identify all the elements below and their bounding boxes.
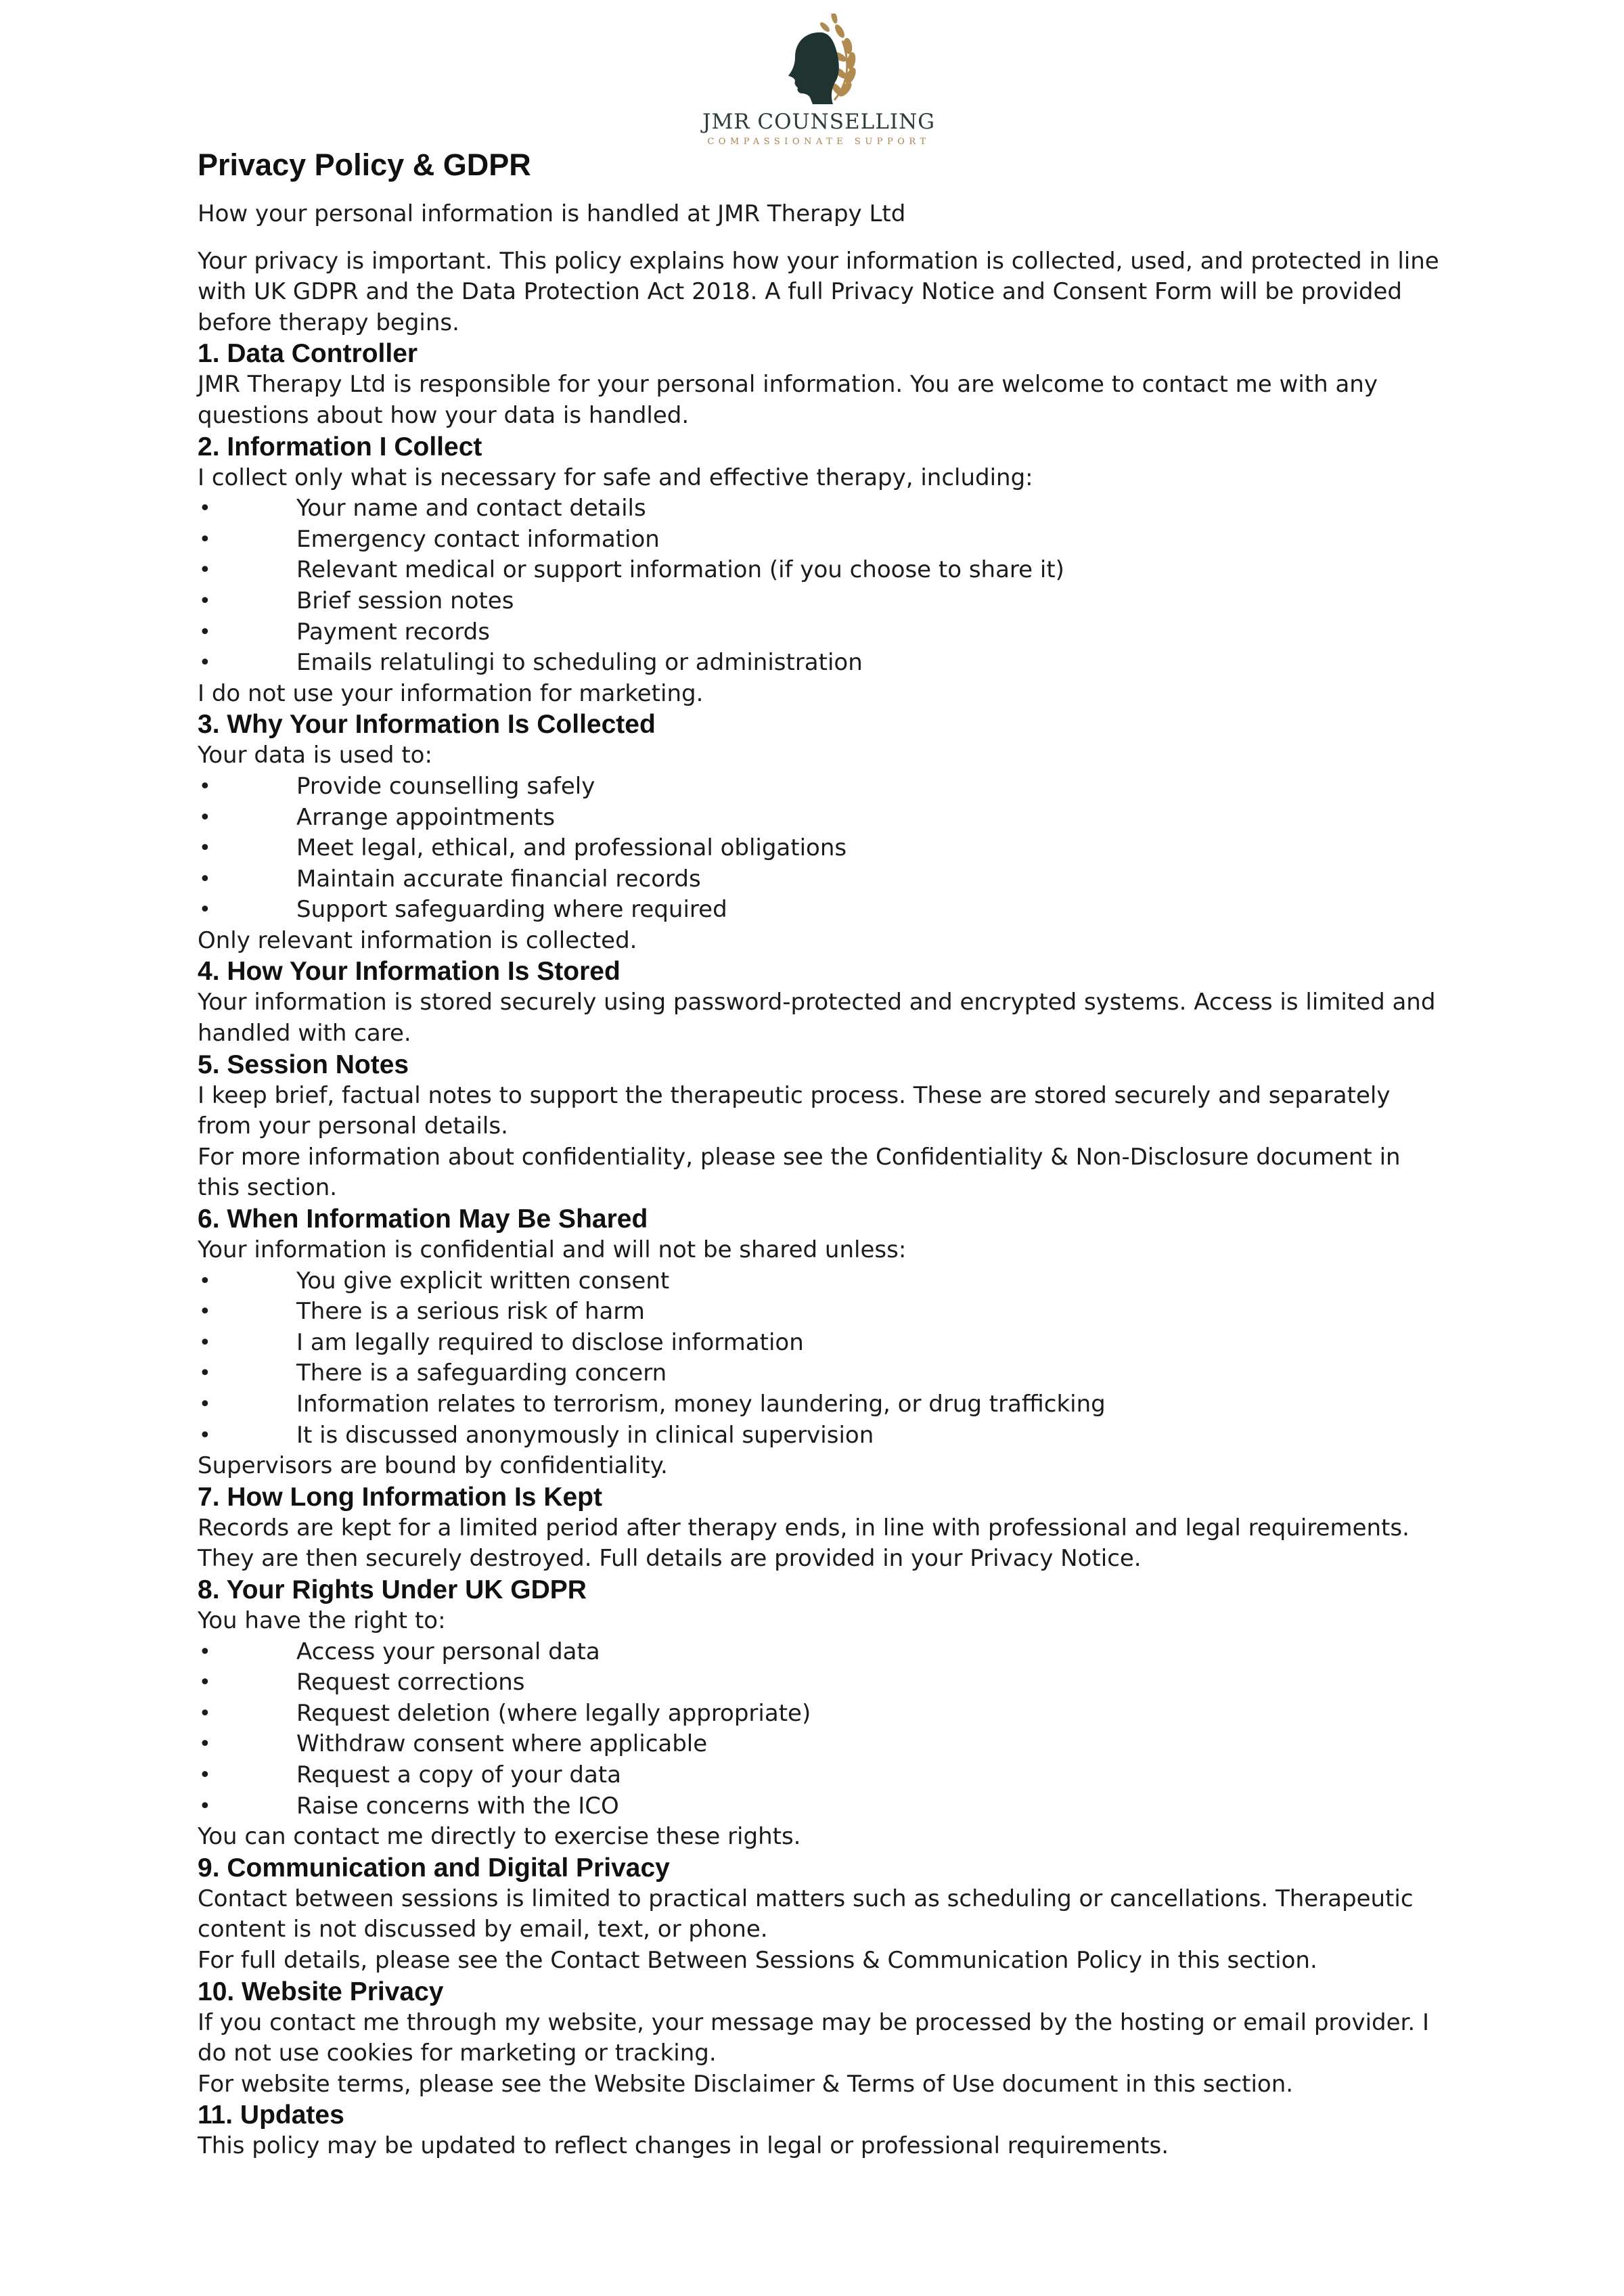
section-information-collected [198,432,1443,710]
section-paragraph: Your information is stored securely using password-protected and encrypted systems. Access is limited and handled with care. [198,989,1436,1048]
section-paragraph: JMR Therapy Ltd is responsible for your personal information. You are welcome to contact me with any questions about how your data is handled. [198,371,1378,429]
list-item: • Access your personal data [198,1637,1443,1668]
list-item: • Arrange appointments [198,803,1443,834]
section-storage [198,956,1443,1049]
list-item: • Information relates to terrorism, money laundering, or drug trafficking [198,1389,1443,1420]
section-data-controller [198,338,1443,431]
list-item: • Brief session notes [198,586,1443,617]
list-item: • It is discussed anonymously in clinical supervision [198,1420,1443,1451]
section-communication [198,1853,1443,1977]
section-note: Supervisors are bound by confidentiality. [198,1452,668,1480]
list-item: • Emails relatulingi to scheduling or administration [198,648,1443,679]
list-item: • There is a safeguarding concern [198,1358,1443,1389]
logo-brand-name: JMR COUNSELLING [702,110,935,134]
section-note: Only relevant information is collected. [198,926,637,954]
section-heading: 1. Data Controller [198,339,418,369]
section-sharing [198,1204,1443,1482]
section-paragraph: This policy may be updated to reflect changes in legal or professional requirements. [198,2132,1169,2160]
section-paragraph: I keep brief, factual notes to support the therapeutic process. These are stored securely and separately from your personal details. [198,1081,1391,1140]
section-heading: 11. Updates [198,2100,344,2130]
list-item: • Payment records [198,617,1443,648]
section-heading: 10. Website Privacy [198,1977,444,2006]
brand-logo [683,14,954,152]
list-item: • Support safeguarding where required [198,895,1443,926]
section-heading: 7. How Long Information Is Kept [198,1482,602,1512]
list-item: • Request corrections [198,1667,1443,1698]
section-paragraph: For more information about confidentiality, please see the Confidentiality & Non-Disclosure document in this section. [198,1143,1401,1202]
section-heading: 5. Session Notes [198,1050,409,1079]
section-paragraph: For website terms, please see the Website Disclaimer & Terms of Use document in this section. [198,2070,1294,2098]
list-item: • There is a serious risk of harm [198,1297,1443,1328]
document-body [198,139,1443,2162]
list-item: • Meet legal, ethical, and professional obligations [198,833,1443,864]
page-subtitle: How your personal information is handled at JMR Therapy Ltd [198,200,906,227]
section-heading: 3. Why Your Information Is Collected [198,710,656,740]
page-title: Privacy Policy & GDPR [198,148,531,182]
section-paragraph: Records are kept for a limited period after therapy ends, in line with professional and legal requirements. They are then securely destroyed. Full details are provided in your Privacy Notice. [198,1514,1409,1573]
section-updates [198,2100,1443,2162]
intro-paragraph: Your privacy is important. This policy explains how your information is collected, used, and protected in line with UK GDPR and the Data Protection Act 2018. A full Privacy Notice and Consent Form will be provided before therapy begins. [198,247,1439,336]
section-why-collected [198,709,1443,956]
section-note: I do not use your information for marketing. [198,679,704,707]
list-item: • Request a copy of your data [198,1760,1443,1791]
list-item: • I am legally required to disclose information [198,1328,1443,1359]
section-heading: 6. When Information May Be Shared [198,1205,648,1234]
section-paragraph: Contact between sessions is limited to practical matters such as scheduling or cancellations. Therapeutic content is not discussed by email, text, or phone. [198,1885,1414,1943]
section-paragraph: For full details, please see the Contact Between Sessions & Communication Policy in this section. [198,1946,1317,1974]
list-item: • Raise concerns with the ICO [198,1791,1443,1822]
section-retention [198,1482,1443,1575]
section-session-notes [198,1050,1443,1204]
list-item: • Emergency contact information [198,524,1443,556]
section-website-privacy [198,1977,1443,2100]
section-heading: 2. Information I Collect [198,432,482,462]
list-item: • Maintain accurate financial records [198,864,1443,895]
section-heading: 8. Your Rights Under UK GDPR [198,1575,587,1604]
logo-tagline: COMPASSIONATE SUPPORT [707,137,930,147]
section-lead: Your information is confidential and will not be shared unless: [198,1236,907,1264]
section-rights [198,1575,1443,1853]
list-item: • You give explicit written consent [198,1266,1443,1297]
section-paragraph: If you contact me through my website, your message may be processed by the hosting or email provider. I do not use cookies for marketing or tracking. [198,2008,1430,2067]
section-heading: 4. How Your Information Is Stored [198,957,621,987]
section-note: You can contact me directly to exercise these rights. [198,1823,801,1851]
section-lead: You have the right to: [198,1606,446,1634]
section-lead: Your data is used to: [198,742,432,769]
list-item: • Request deletion (where legally appropriate) [198,1698,1443,1730]
list-item: • Relevant medical or support information (if you choose to share it) [198,555,1443,586]
list-item: • Provide counselling safely [198,771,1443,803]
section-heading: 9. Communication and Digital Privacy [198,1853,670,1883]
laurel-head-logo-icon [775,14,863,108]
list-item: • Withdraw consent where applicable [198,1729,1443,1760]
section-lead: I collect only what is necessary for safe and effective therapy, including: [198,464,1033,491]
list-item: • Your name and contact details [198,493,1443,524]
